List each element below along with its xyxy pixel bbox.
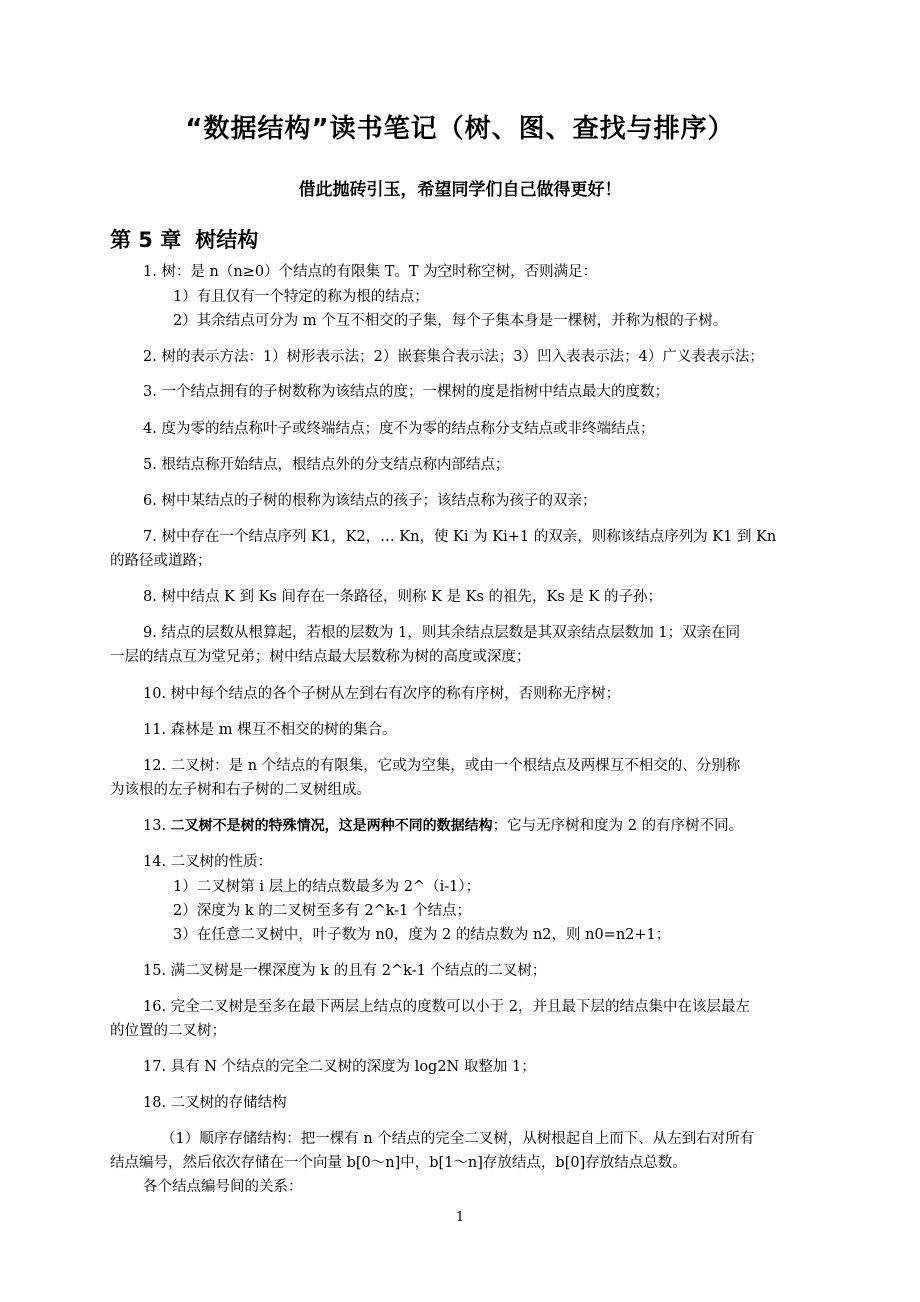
item-11: 11. 森林是 m 棵互不相交的树的集合。 bbox=[143, 722, 397, 738]
item-16-line-2: 的位置的二叉树； bbox=[110, 1023, 226, 1039]
item-13-bold-text: 二叉树不是树的特殊情况，这是两种不同的数据结构 bbox=[170, 818, 493, 834]
item-10: 10. 树中每个结点的各个子树从左到右有次序的称有序树，否则称无序树； bbox=[143, 686, 621, 702]
item-12-line-1: 12. 二叉树：是 n 个结点的有限集，它或为空集，或由一个根结点及两棵互不相交的、分别称 bbox=[143, 758, 741, 774]
item-1-sub-2: 2）其余结点可分为 m 个互不相交的子集，每个子集本身是一棵树，并称为根的子树。 bbox=[173, 313, 728, 329]
item-18: 18. 二叉树的存储结构 bbox=[143, 1095, 287, 1111]
item-7-line-1: 7. 树中存在一个结点序列 K1，K2，… Kn，使 Ki 为 Ki+1 的双亲，则称该结点序列为 K1 到 Kn bbox=[143, 529, 777, 545]
item-14: 14. 二叉树的性质： bbox=[143, 854, 273, 870]
item-9-line-2: 一层的结点互为堂兄弟；树中结点最大层数称为树的高度或深度； bbox=[110, 649, 531, 665]
item-9-line-1: 9. 结点的层数从根算起，若根的层数为 1，则其余结点层数是其双亲结点层数加 1；双亲在同 bbox=[143, 625, 741, 641]
item-4: 4. 度为零的结点称叶子或终端结点；度不为零的结点称分支结点或非终端结点； bbox=[143, 421, 655, 437]
item-12-line-2: 为该根的左子树和右子树的二叉树组成。 bbox=[110, 782, 371, 798]
chapter-number: 第 5 章 bbox=[110, 228, 182, 252]
chapter-heading bbox=[110, 224, 258, 254]
item-18-para-2: 各个结点编号间的关系： bbox=[143, 1179, 303, 1195]
item-13-number: 13. bbox=[143, 818, 171, 834]
item-7-line-2: 的路径或道路； bbox=[110, 553, 212, 569]
document-title: “数据结构”读书笔记（树、图、查找与排序） bbox=[185, 114, 735, 144]
page-number: 1 bbox=[455, 1210, 465, 1225]
chapter-name: 树结构 bbox=[195, 228, 259, 252]
item-6: 6. 树中某结点的子树的根称为该结点的孩子；该结点称为孩子的双亲； bbox=[143, 493, 597, 509]
item-13 bbox=[143, 817, 743, 835]
item-14-sub-3: 3）在任意二叉树中，叶子数为 n0，度为 2 的结点数为 n2，则 n0=n2+1； bbox=[173, 927, 671, 943]
item-14-sub-1: 1）二叉树第 i 层上的结点数最多为 2^（i-1）； bbox=[173, 879, 481, 895]
item-1-sub-1: 1）有且仅有一个特定的称为根的结点； bbox=[173, 289, 429, 305]
item-17: 17. 具有 N 个结点的完全二叉树的深度为 log2N 取整加 1； bbox=[143, 1059, 536, 1075]
item-14-sub-2: 2）深度为 k 的二叉树至多有 2^k-1 个结点； bbox=[173, 903, 471, 919]
item-15: 15. 满二叉树是一棵深度为 k 的且有 2^k-1 个结点的二叉树； bbox=[143, 963, 547, 979]
item-18-para-1-line-2: 结点编号，然后依次存储在一个向量 b[0～n]中，b[1～n]存放结点，b[0]存放结点总数。 bbox=[110, 1155, 687, 1171]
document-subtitle: 借此抛砖引玉，希望同学们自己做得更好！ bbox=[298, 180, 622, 200]
item-5: 5. 根结点称开始结点，根结点外的分支结点称内部结点； bbox=[143, 457, 510, 473]
item-1: 1. 树：是 n（n≥0）个结点的有限集 T。T 为空时称空树，否则满足： bbox=[143, 264, 598, 280]
item-3: 3. 一个结点拥有的子树数称为该结点的度；一棵树的度是指树中结点最大的度数； bbox=[143, 384, 669, 400]
item-8: 8. 树中结点 K 到 Ks 间存在一条路径，则称 K 是 Ks 的祖先，Ks 是 K 的子孙； bbox=[143, 589, 662, 605]
item-2: 2. 树的表示方法：1）树形表示法；2）嵌套集合表示法；3）凹入表表示法；4）广义表表示法； bbox=[143, 349, 764, 365]
item-13-text: ；它与无序树和度为 2 的有序树不同。 bbox=[492, 818, 744, 834]
item-18-para-1-line-1: （1）顺序存储结构：把一棵有 n 个结点的完全二叉树，从树根起自上而下、从左到右对所有 bbox=[161, 1131, 755, 1147]
item-16-line-1: 16. 完全二叉树是至多在最下两层上结点的度数可以小于 2，并且最下层的结点集中在该层最左 bbox=[143, 999, 750, 1015]
